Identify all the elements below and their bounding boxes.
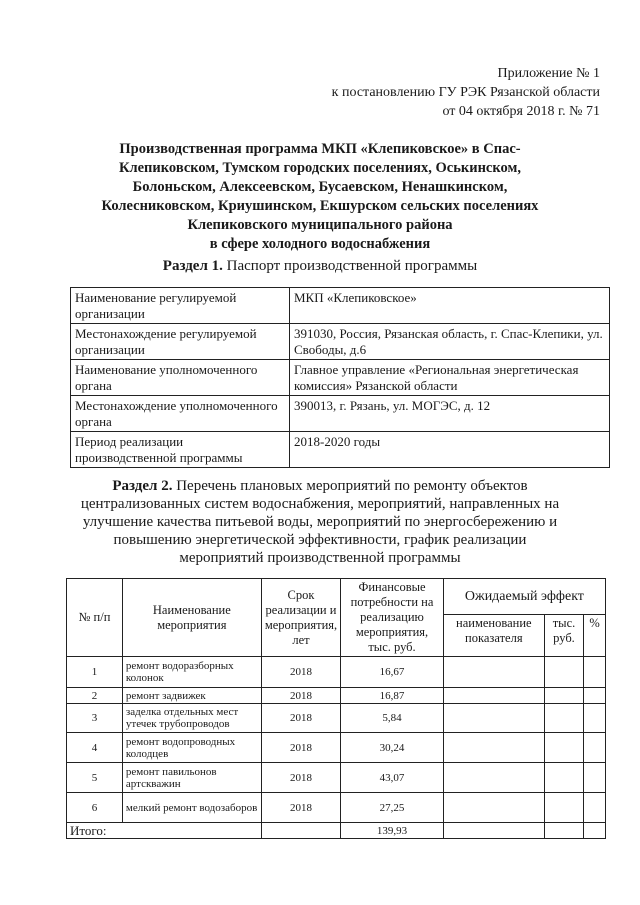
section2-text: Перечень плановых мероприятий по ремонту объектов: [172, 478, 528, 494]
row-thousand: [544, 657, 583, 688]
section2-line: централизованных систем водоснабжения, мероприятий, направленных на: [80, 496, 560, 512]
row-indicator: [443, 793, 544, 823]
row-indicator: [443, 763, 544, 793]
section1-text: Паспорт производственной программы: [222, 258, 478, 274]
appendix-line: Приложение № 1: [497, 66, 600, 81]
row-num: 5: [67, 763, 123, 793]
table-row: [67, 688, 606, 704]
passport-key: Наименование регулируемой организации: [71, 288, 290, 324]
passport-table: [70, 287, 610, 468]
row-amount: 43,07: [341, 763, 444, 793]
title-line: Болоньском, Алексеевском, Бусаевском, Ненашкинском,: [132, 179, 508, 195]
section1-heading: [60, 258, 580, 275]
row-num: 4: [67, 733, 123, 763]
appendix-line: от 04 октября 2018 г. № 71: [442, 104, 600, 119]
row-year: 2018: [261, 793, 340, 823]
table-row: [71, 360, 610, 396]
row-indicator: [443, 657, 544, 688]
row-year: 2018: [261, 657, 340, 688]
header-effect: Ожидаемый эффект: [443, 579, 605, 615]
header-term: Срок реализации и мероприятия, лет: [261, 579, 340, 657]
header-finance: Финансовые потребности на реализацию мероприятия, тыс. руб.: [341, 579, 444, 657]
passport-key: Наименование уполномоченного органа: [71, 360, 290, 396]
header-percent: %: [584, 615, 606, 657]
row-year: 2018: [261, 763, 340, 793]
title-line: Клепиковском, Тумском городских поселениях, Оськинском,: [118, 160, 522, 176]
row-thousand: [544, 763, 583, 793]
header-num: № п/п: [67, 579, 123, 657]
row-name: ремонт задвижек: [122, 688, 261, 704]
row-indicator: [443, 704, 544, 733]
total-percent: [584, 823, 606, 839]
row-percent: [584, 657, 606, 688]
title-line: Производственная программа МКП «Клепиковское» в Спас-: [119, 141, 521, 157]
header-name: Наименование мероприятия: [122, 579, 261, 657]
table-row: [71, 324, 610, 360]
total-indicator: [443, 823, 544, 839]
table-row: [67, 657, 606, 688]
passport-value: 390013, г. Рязань, ул. МОГЭС, д. 12: [290, 396, 610, 432]
row-num: 3: [67, 704, 123, 733]
table-row: [67, 733, 606, 763]
table-row: [67, 704, 606, 733]
row-name: ремонт водопроводных колодцев: [122, 733, 261, 763]
table-row: [67, 793, 606, 823]
row-name: заделка отдельных мест утечек трубопроводов: [122, 704, 261, 733]
appendix-line: к постановлению ГУ РЭК Рязанской области: [331, 85, 600, 100]
passport-value: МКП «Клепиковское»: [290, 288, 610, 324]
row-amount: 27,25: [341, 793, 444, 823]
header-thousand: тыс. руб.: [544, 615, 583, 657]
total-amount: 139,93: [341, 823, 444, 839]
title-line: Клепиковского муниципального района: [187, 217, 453, 233]
section2-line: улучшение качества питьевой воды, мероприятий по энергосбережению и: [82, 514, 558, 530]
total-year: [261, 823, 340, 839]
appendix-header: [332, 64, 600, 121]
row-num: 2: [67, 688, 123, 704]
section2-label: Раздел 2.: [112, 478, 173, 494]
table-header-row: [67, 579, 606, 615]
section2-line: мероприятий производственной программы: [179, 550, 461, 566]
row-amount: 16,87: [341, 688, 444, 704]
passport-value: 2018-2020 годы: [290, 432, 610, 468]
section2-line: повышению энергетической эффективности, график реализации: [113, 532, 527, 548]
row-year: 2018: [261, 733, 340, 763]
row-percent: [584, 793, 606, 823]
row-num: 1: [67, 657, 123, 688]
row-indicator: [443, 688, 544, 704]
header-indicator: наименование показателя: [443, 615, 544, 657]
row-thousand: [544, 688, 583, 704]
row-percent: [584, 688, 606, 704]
passport-value: Главное управление «Региональная энергетическая комиссия» Рязанской области: [290, 360, 610, 396]
total-label: Итого:: [67, 823, 262, 839]
row-year: 2018: [261, 688, 340, 704]
row-year: 2018: [261, 704, 340, 733]
row-percent: [584, 763, 606, 793]
document-title: [60, 140, 580, 254]
row-thousand: [544, 704, 583, 733]
row-amount: 16,67: [341, 657, 444, 688]
activities-table: [66, 578, 606, 839]
total-thousand: [544, 823, 583, 839]
section2-heading: [60, 477, 580, 567]
row-percent: [584, 733, 606, 763]
table-row: [71, 288, 610, 324]
row-name: ремонт павильонов артскважин: [122, 763, 261, 793]
row-num: 6: [67, 793, 123, 823]
row-percent: [584, 704, 606, 733]
table-row: [71, 396, 610, 432]
row-amount: 5,84: [341, 704, 444, 733]
row-thousand: [544, 733, 583, 763]
section1-label: Раздел 1.: [162, 258, 223, 274]
row-indicator: [443, 733, 544, 763]
title-line: в сфере холодного водоснабжения: [209, 236, 431, 252]
row-amount: 30,24: [341, 733, 444, 763]
passport-key: Период реализации производственной программы: [71, 432, 290, 468]
table-row: [71, 432, 610, 468]
passport-key: Местонахождение регулируемой организации: [71, 324, 290, 360]
table-total-row: [67, 823, 606, 839]
passport-key: Местонахождение уполномоченного органа: [71, 396, 290, 432]
row-name: мелкий ремонт водозаборов: [122, 793, 261, 823]
passport-value: 391030, Россия, Рязанская область, г. Спас-Клепики, ул. Свободы, д.6: [290, 324, 610, 360]
row-thousand: [544, 793, 583, 823]
row-name: ремонт водоразборных колонок: [122, 657, 261, 688]
table-row: [67, 763, 606, 793]
title-line: Колесниковском, Криушинском, Екшурском сельских поселениях: [101, 198, 539, 214]
